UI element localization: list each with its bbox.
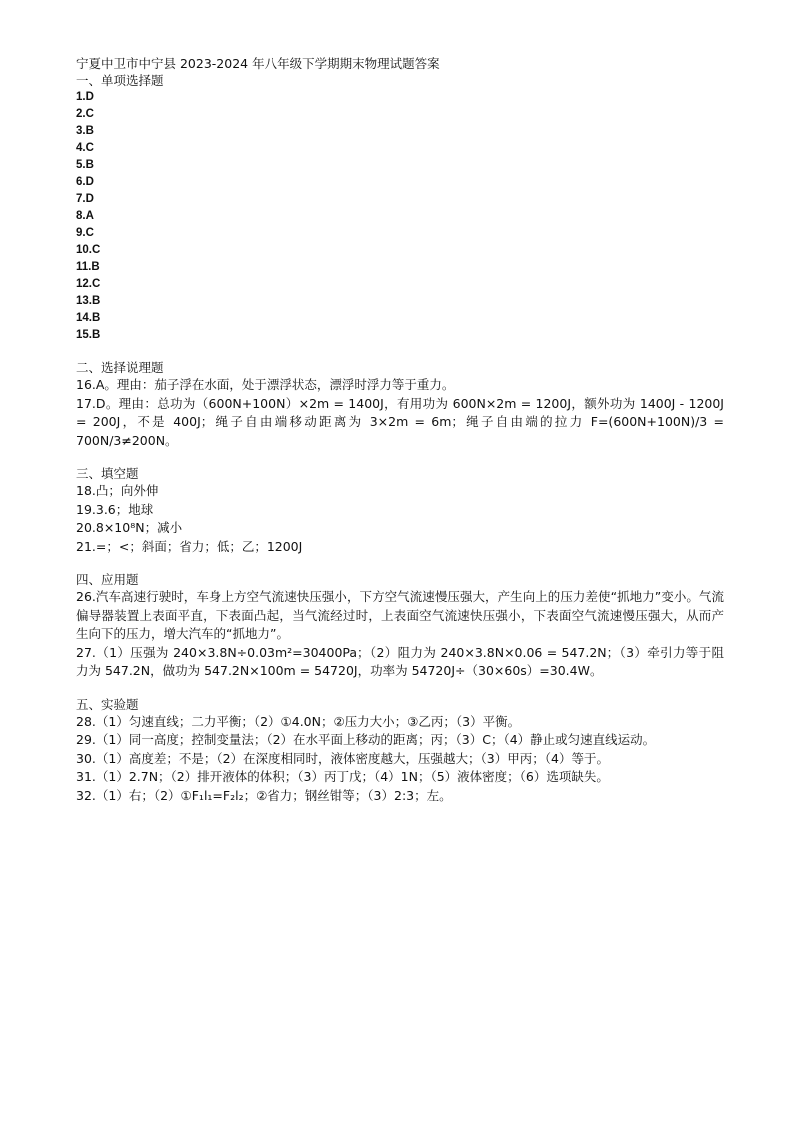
answer-paragraph-30: 30.（1）高度差；不是；（2）在深度相同时，液体密度越大，压强越大；（3）甲丙；（4）等于。: [76, 750, 609, 766]
answer-paragraph-17: 17.D。理由：总功为（600N+100N）×2m = 1400J，有用功为 600N×2m = 1200J，额外功为 1400J - 1200J = 200J，不是 400J；绳子自由端移动距离为 3×2m = 6m；绳子自由端的拉力 F=(600N+100N)/3 = 700N/3≠200N。: [76, 395, 724, 448]
answer-item: 8.A: [76, 210, 94, 222]
answer-paragraph-19: 19.3.6；地球: [76, 501, 154, 517]
answer-item: 9.C: [76, 227, 94, 239]
answer-item: 15.B: [76, 329, 101, 341]
answer-paragraph-27: 27.（1）压强为 240×3.8N÷0.03m²=30400Pa；（2）阻力为 240×3.8N×0.06 = 547.2N；（3）牵引力等于阻力为 547.2N，做功为 547.2N×100m = 54720J，功率为 54720J÷（30×60s）=30.4W。: [76, 644, 724, 678]
section-heading-experiment: 五、实验题: [76, 696, 139, 712]
answer-item: 11.B: [76, 261, 100, 273]
answer-item: 7.D: [76, 193, 94, 205]
answer-paragraph-28: 28.（1）匀速直线；二力平衡；（2）①4.0N；②压力大小；③乙丙；（3）平衡。: [76, 713, 521, 729]
answer-item: 6.D: [76, 176, 94, 188]
document-title: 宁夏中卫市中宁县 2023-2024 年八年级下学期期末物理试题答案: [76, 56, 440, 71]
answer-item: 1.D: [76, 91, 94, 103]
answer-item: 10.C: [76, 244, 101, 256]
answer-paragraph-16: 16.A。理由：茄子浮在水面，处于漂浮状态，漂浮时浮力等于重力。: [76, 377, 455, 392]
answer-paragraph-29: 29.（1）同一高度；控制变量法；（2）在水平面上移动的距离；丙；（3）C；（4）静止或匀速直线运动。: [76, 732, 656, 747]
answer-item: 3.B: [76, 125, 94, 137]
section-heading-application: 四、应用题: [76, 572, 139, 587]
answer-item: 2.C: [76, 108, 94, 120]
answer-item: 5.B: [76, 159, 94, 171]
section-spacer: [76, 344, 724, 359]
answer-item: 4.C: [76, 142, 94, 154]
single-choice-answer-list: [76, 89, 724, 344]
section-heading-fill-blank: 三、填空题: [76, 466, 139, 481]
answer-paragraph-32: 32.（1）右；（2）①F₁l₁=F₂l₂；②省力；钢丝钳等；（3）2:3；左。: [76, 787, 452, 803]
answer-paragraph-26: 26.汽车高速行驶时，车身上方空气流速快压强小，下方空气流速慢压强大，产生向上的压力差使“抓地力”变小。气流偏导器装置上表面平直，下表面凸起，当气流经过时，上表面空气流速快压强小，下表面空气流速慢压强大，从而产生向下的压力，增大汽车的“抓地力”。: [76, 589, 724, 641]
answer-item: 13.B: [76, 295, 101, 307]
answer-paragraph-21: 21.=；<；斜面；省力；低；乙；1200J: [76, 538, 303, 554]
section-heading-single-choice: 一、单项选择题: [76, 73, 164, 88]
answer-paragraph-18: 18.凸；向外伸: [76, 483, 159, 498]
answer-item: 14.B: [76, 312, 101, 324]
answer-paragraph-31: 31.（1）2.7N；（2）排开液体的体积；（3）丙丁戊；（4）1N；（5）液体密度；（6）选项缺失。: [76, 769, 609, 784]
answer-paragraph-20: 20.8×10⁸N；减小: [76, 520, 183, 535]
section-spacer: [76, 681, 724, 696]
section-spacer: [76, 556, 724, 571]
section-spacer: [76, 450, 724, 465]
section-heading-choice-explain: 二、选择说理题: [76, 360, 164, 375]
answer-item: 12.C: [76, 278, 101, 290]
